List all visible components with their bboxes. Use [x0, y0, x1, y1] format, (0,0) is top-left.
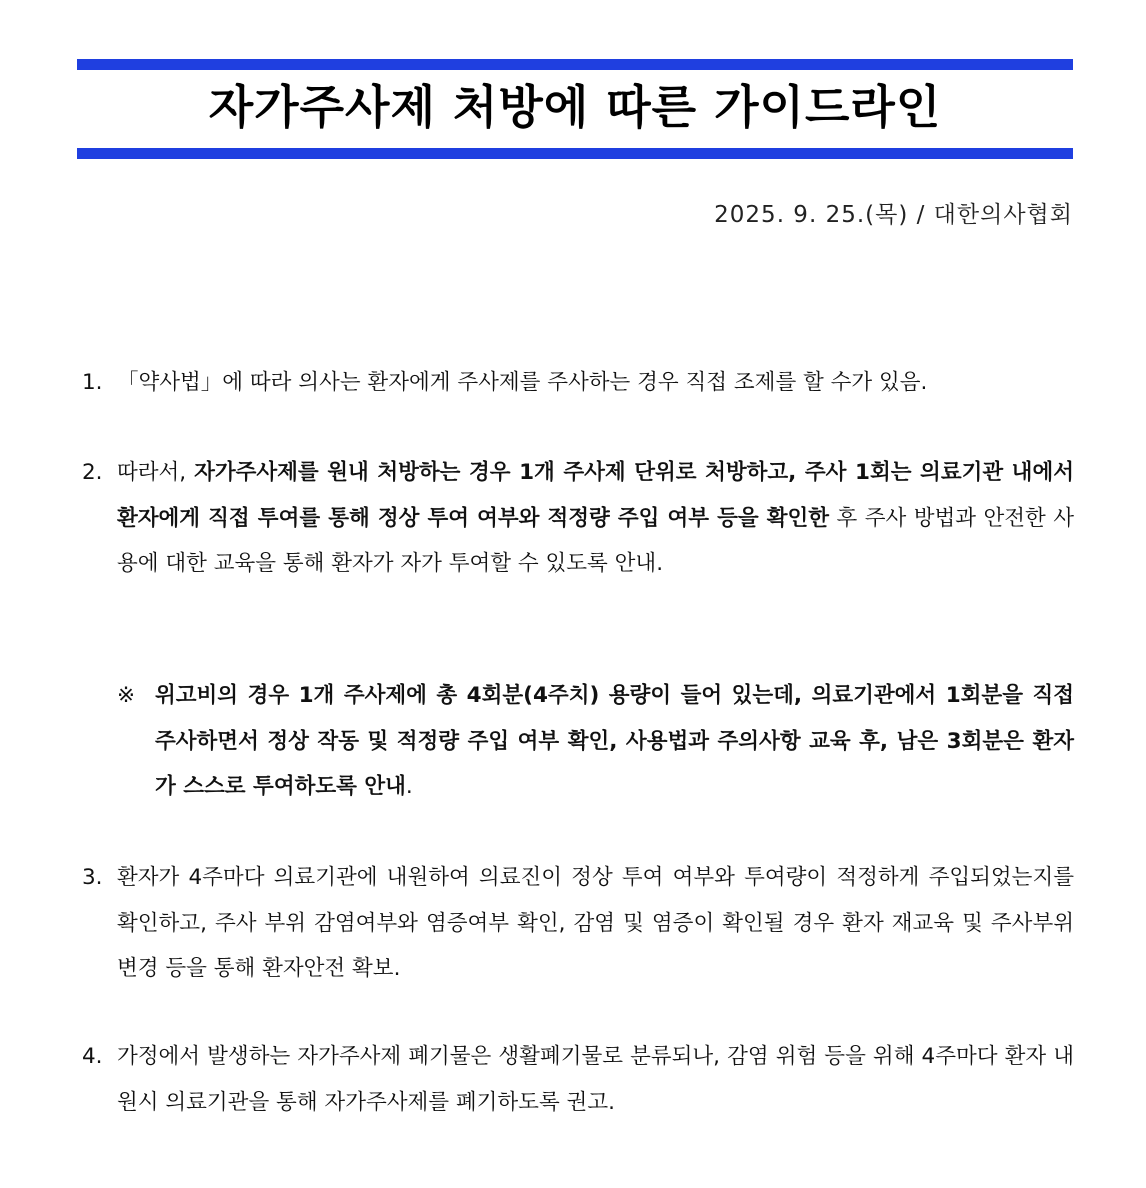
item-number: 1.	[82, 370, 103, 395]
guideline-item-4	[82, 1034, 1074, 1125]
item-text: 환자가 4주마다 의료기관에 내원하여 의료진이 정상 투여 여부와 투여량이 적정하게 주입되었는지를 확인하고, 주사 부위 감염여부와 염증여부 확인, 감염 및 염증이 확인될 경우 환자 재교육 및 주사부위 변경 등을 통해 환자안전 확보.	[117, 865, 1074, 981]
note-text	[155, 673, 1074, 810]
reference-mark: ※	[117, 683, 136, 708]
guideline-item-3	[82, 855, 1074, 992]
item-text	[117, 450, 1074, 587]
item-emphasis-text: 자가주사제를 원내 처방하는 경우 1개 주사제 단위로 처방하고, 주사 1회는 의료기관 내에서 환자에게 직접 투여를 통해 정상 투여 여부와 적정량 주입 여부 등을 확인한	[117, 460, 1074, 531]
date-and-organization: 2025. 9. 25.(목) / 대한의사협회	[714, 202, 1073, 228]
note-emphasis-text: 위고비의 경우 1개 주사제에 총 4회분(4주치) 용량이 들어 있는데, 의료기관에서 1회분을 직접 주사하면서 정상 작동 및 적정량 주입 여부 확인, 사용법과 주의사항 교육 후, 남은 3회분은 환자가 스스로 투여하도록 안내	[155, 683, 1074, 799]
item-tail-text: 후 주사 방법과 안전한 사용에 대한 교육을 통해 환자가 자가 투여할 수 있도록 안내.	[117, 505, 1074, 576]
item-text: 가정에서 발생하는 자가주사제 폐기물은 생활폐기물로 분류되나, 감염 위험 등을 위해 4주마다 환자 내원시 의료기관을 통해 자가주사제를 폐기하도록 권고.	[117, 1044, 1074, 1115]
title-top-rule	[77, 59, 1073, 70]
item-lead-text: 따라서,	[117, 460, 195, 485]
guideline-item-2	[82, 450, 1074, 587]
item-number: 3.	[82, 865, 103, 890]
wegovy-note	[117, 673, 1074, 810]
document-title: 자가주사제 처방에 따른 가이드라인	[208, 80, 942, 134]
item-text: 「약사법」에 따라 의사는 환자에게 주사제를 주사하는 경우 직접 조제를 할 수가 있음.	[117, 370, 928, 395]
item-number: 4.	[82, 1044, 103, 1069]
note-tail-text: .	[405, 774, 413, 799]
item-number: 2.	[82, 460, 103, 485]
guideline-item-1	[82, 360, 1074, 406]
title-bottom-rule	[77, 148, 1073, 159]
